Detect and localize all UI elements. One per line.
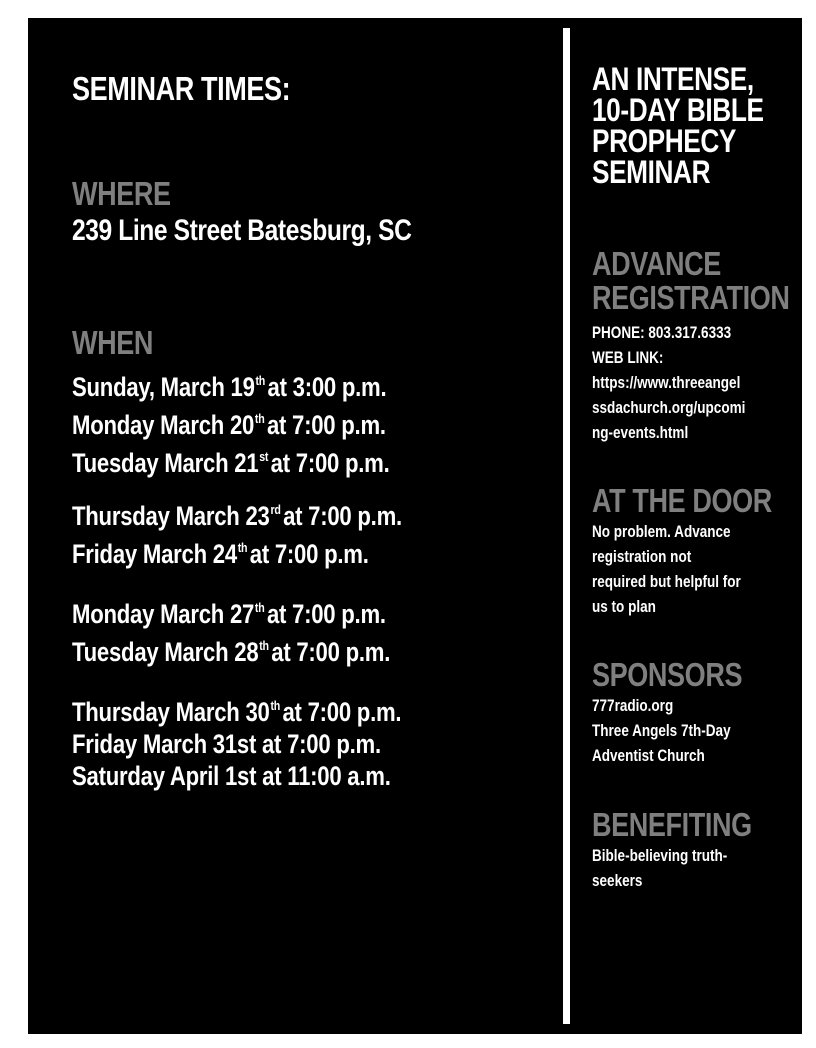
schedule-line [72, 365, 564, 403]
web-link-label: WEB LINK: [592, 349, 664, 367]
schedule-date: Sunday, March 19 [72, 372, 255, 402]
sponsor-line: Three Angels 7th-Day [592, 722, 731, 740]
schedule-line [72, 760, 564, 792]
schedule-date: Thursday March 30 [72, 697, 270, 727]
at-the-door-heading: AT THE DOOR [592, 482, 772, 519]
ordinal-suffix: th [255, 373, 266, 388]
headline-line: AN INTENSE, [592, 61, 754, 97]
headline-line: 10-DAY BIBLE [592, 92, 764, 128]
schedule-time: at 3:00 p.m. [267, 372, 387, 402]
ordinal-suffix: th [254, 600, 265, 615]
flyer-page [28, 18, 802, 1034]
schedule-time: at 7:00 p.m. [270, 448, 390, 478]
sponsors-heading: SPONSORS [592, 656, 743, 693]
web-link-url[interactable]: ng-events.html [592, 424, 689, 442]
seminar-times-title: SEMINAR TIMES: [72, 70, 291, 107]
schedule-time: at 7:00 p.m. [266, 599, 386, 629]
heading-line: REGISTRATION [592, 279, 790, 316]
schedule-date: Friday March 24 [72, 539, 237, 569]
ordinal-suffix: rd [270, 502, 281, 517]
headline-line: PROPHECY [592, 123, 736, 159]
where-heading: WHERE [72, 175, 171, 212]
schedule-date: Monday March 20 [72, 410, 255, 440]
web-link-url[interactable]: ssdachurch.org/upcomi [592, 399, 746, 417]
web-link-url[interactable]: https://www.threeangel [592, 374, 741, 392]
schedule-line [72, 532, 564, 570]
benefiting-heading: BENEFITING [592, 806, 752, 843]
at-the-door-body [592, 520, 781, 620]
body-line: registration not [592, 548, 692, 566]
schedule-line [72, 690, 564, 728]
schedule-time: at 7:00 p.m. [282, 697, 402, 727]
schedule-date: Tuesday March 28 [72, 637, 259, 667]
address: 239 Line Street Batesburg, SC [72, 214, 412, 247]
schedule-time: at 7:00 p.m. [266, 410, 386, 440]
schedule-line [72, 441, 564, 479]
schedule-group [72, 690, 672, 792]
advance-registration-heading [592, 247, 790, 315]
schedule-group [72, 365, 672, 479]
schedule-group [72, 494, 672, 570]
schedule-time: at 7:00 p.m. [283, 501, 402, 531]
seminar-headline [592, 61, 797, 190]
schedule-line [72, 630, 564, 668]
body-line: No problem. Advance [592, 523, 731, 541]
ordinal-suffix: th [237, 540, 248, 555]
ordinal-suffix: th [270, 698, 281, 713]
schedule-line [72, 728, 564, 760]
schedule-line [72, 592, 564, 630]
body-line: required but helpful for [592, 573, 741, 591]
advance-registration-body [592, 321, 781, 446]
schedule-time: at 7:00 p.m. [271, 637, 391, 667]
schedule-date: Monday March 27 [72, 599, 255, 629]
benefiting-body [592, 844, 781, 894]
schedule-group [72, 592, 672, 668]
ordinal-suffix: th [254, 411, 265, 426]
schedule-date: Saturday April 1st at 11:00 a.m. [72, 761, 391, 791]
schedule-date: Thursday March 23 [72, 501, 270, 531]
schedule-time: at 7:00 p.m. [249, 539, 369, 569]
body-line: Bible-believing truth- [592, 847, 728, 865]
headline-line: SEMINAR [592, 154, 711, 190]
when-heading: WHEN [72, 324, 154, 361]
phone-line: PHONE: 803.317.6333 [592, 324, 732, 342]
schedule-line [72, 403, 564, 441]
body-line: seekers [592, 872, 643, 890]
schedule-date: Friday March 31st at 7:00 p.m. [72, 729, 381, 759]
sponsors-body [592, 694, 781, 769]
sponsor-line: Adventist Church [592, 747, 705, 765]
body-line: us to plan [592, 598, 656, 616]
ordinal-suffix: st [259, 449, 269, 464]
schedule-date: Tuesday March 21 [72, 448, 259, 478]
sponsor-line: 777radio.org [592, 697, 674, 715]
heading-line: ADVANCE [592, 245, 721, 282]
ordinal-suffix: th [259, 638, 269, 653]
schedule-line [72, 494, 564, 532]
